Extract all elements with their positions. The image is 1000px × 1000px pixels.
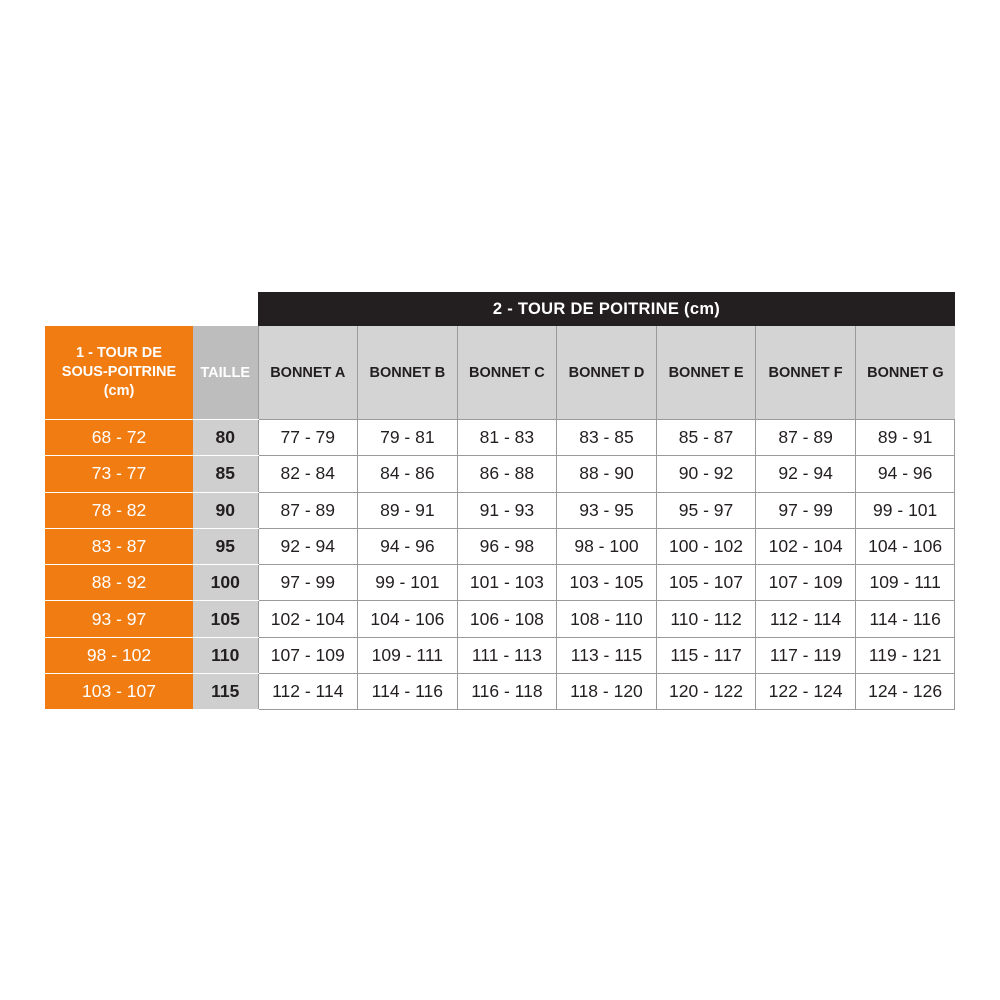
- table-body: [45, 420, 955, 710]
- bust-range-cell: 97 - 99: [258, 565, 358, 601]
- bust-range-cell: 87 - 89: [756, 420, 856, 456]
- bust-range-cell: 79 - 81: [358, 420, 458, 456]
- bust-range-cell: 112 - 114: [258, 674, 358, 710]
- underbust-header-line: SOUS-POITRINE: [61, 364, 177, 380]
- bust-range-cell: 107 - 109: [756, 565, 856, 601]
- bust-range-cell: 105 - 107: [656, 565, 756, 601]
- bust-range-cell: 108 - 110: [557, 601, 657, 637]
- bust-range-cell: 94 - 96: [855, 456, 955, 492]
- table-row: [45, 601, 955, 637]
- taille-cell: 90: [193, 492, 258, 528]
- bust-range-cell: 85 - 87: [656, 420, 756, 456]
- bust-range-cell: 120 - 122: [656, 674, 756, 710]
- bust-range-cell: 84 - 86: [358, 456, 458, 492]
- bust-range-cell: 95 - 97: [656, 492, 756, 528]
- header-row: [45, 326, 955, 420]
- bust-range-cell: 124 - 126: [855, 674, 955, 710]
- bust-range-cell: 81 - 83: [457, 420, 557, 456]
- bust-range-cell: 97 - 99: [756, 492, 856, 528]
- cup-header: BONNET C: [457, 326, 557, 420]
- cup-header: BONNET E: [656, 326, 756, 420]
- bust-range-cell: 89 - 91: [358, 492, 458, 528]
- taille-cell: 110: [193, 637, 258, 673]
- table-row: [45, 674, 955, 710]
- bust-range-cell: 90 - 92: [656, 456, 756, 492]
- bust-range-cell: 113 - 115: [557, 637, 657, 673]
- underbust-cell: 103 - 107: [45, 674, 193, 710]
- bust-range-cell: 87 - 89: [258, 492, 358, 528]
- bust-range-cell: 119 - 121: [855, 637, 955, 673]
- cup-header: BONNET D: [557, 326, 657, 420]
- taille-header: TAILLE: [193, 326, 258, 420]
- underbust-cell: 98 - 102: [45, 637, 193, 673]
- bust-size-banner: 2 - TOUR DE POITRINE (cm): [258, 292, 955, 326]
- cup-header: BONNET B: [358, 326, 458, 420]
- taille-cell: 95: [193, 528, 258, 564]
- bust-range-cell: 93 - 95: [557, 492, 657, 528]
- underbust-cell: 73 - 77: [45, 456, 193, 492]
- bust-range-cell: 82 - 84: [258, 456, 358, 492]
- cup-header: BONNET F: [756, 326, 856, 420]
- table-row: [45, 528, 955, 564]
- bust-range-cell: 100 - 102: [656, 528, 756, 564]
- underbust-header: [45, 326, 193, 420]
- bust-range-cell: 111 - 113: [457, 637, 557, 673]
- underbust-cell: 78 - 82: [45, 492, 193, 528]
- bust-range-cell: 92 - 94: [756, 456, 856, 492]
- underbust-header-line: (cm): [103, 383, 135, 399]
- bust-range-cell: 109 - 111: [358, 637, 458, 673]
- bust-range-cell: 109 - 111: [855, 565, 955, 601]
- table-row: [45, 637, 955, 673]
- taille-cell: 80: [193, 420, 258, 456]
- bust-range-cell: 112 - 114: [756, 601, 856, 637]
- bust-range-cell: 77 - 79: [258, 420, 358, 456]
- underbust-cell: 83 - 87: [45, 528, 193, 564]
- bust-range-cell: 94 - 96: [358, 528, 458, 564]
- table-row: [45, 492, 955, 528]
- bust-range-cell: 118 - 120: [557, 674, 657, 710]
- bust-range-cell: 114 - 116: [855, 601, 955, 637]
- bust-range-cell: 110 - 112: [656, 601, 756, 637]
- bust-range-cell: 106 - 108: [457, 601, 557, 637]
- bust-range-cell: 101 - 103: [457, 565, 557, 601]
- underbust-cell: 88 - 92: [45, 565, 193, 601]
- bust-range-cell: 102 - 104: [756, 528, 856, 564]
- underbust-cell: 93 - 97: [45, 601, 193, 637]
- bust-range-cell: 104 - 106: [358, 601, 458, 637]
- table-row: [45, 420, 955, 456]
- bust-range-cell: 122 - 124: [756, 674, 856, 710]
- size-table: [45, 326, 955, 710]
- bust-range-cell: 86 - 88: [457, 456, 557, 492]
- underbust-header-line: 1 - TOUR DE: [76, 345, 162, 361]
- bust-range-cell: 107 - 109: [258, 637, 358, 673]
- bust-range-cell: 99 - 101: [358, 565, 458, 601]
- bust-range-cell: 98 - 100: [557, 528, 657, 564]
- bust-range-cell: 116 - 118: [457, 674, 557, 710]
- table-row: [45, 565, 955, 601]
- bust-range-cell: 114 - 116: [358, 674, 458, 710]
- taille-cell: 105: [193, 601, 258, 637]
- bust-range-cell: 91 - 93: [457, 492, 557, 528]
- bust-range-cell: 115 - 117: [656, 637, 756, 673]
- bust-range-cell: 89 - 91: [855, 420, 955, 456]
- cup-header: BONNET A: [258, 326, 358, 420]
- bust-range-cell: 102 - 104: [258, 601, 358, 637]
- bust-range-cell: 88 - 90: [557, 456, 657, 492]
- bust-range-cell: 92 - 94: [258, 528, 358, 564]
- bust-range-cell: 104 - 106: [855, 528, 955, 564]
- taille-cell: 115: [193, 674, 258, 710]
- table-row: [45, 456, 955, 492]
- taille-cell: 100: [193, 565, 258, 601]
- taille-cell: 85: [193, 456, 258, 492]
- bust-range-cell: 103 - 105: [557, 565, 657, 601]
- cup-header: BONNET G: [855, 326, 955, 420]
- bust-range-cell: 117 - 119: [756, 637, 856, 673]
- bust-range-cell: 83 - 85: [557, 420, 657, 456]
- bust-range-cell: 96 - 98: [457, 528, 557, 564]
- underbust-cell: 68 - 72: [45, 420, 193, 456]
- bust-range-cell: 99 - 101: [855, 492, 955, 528]
